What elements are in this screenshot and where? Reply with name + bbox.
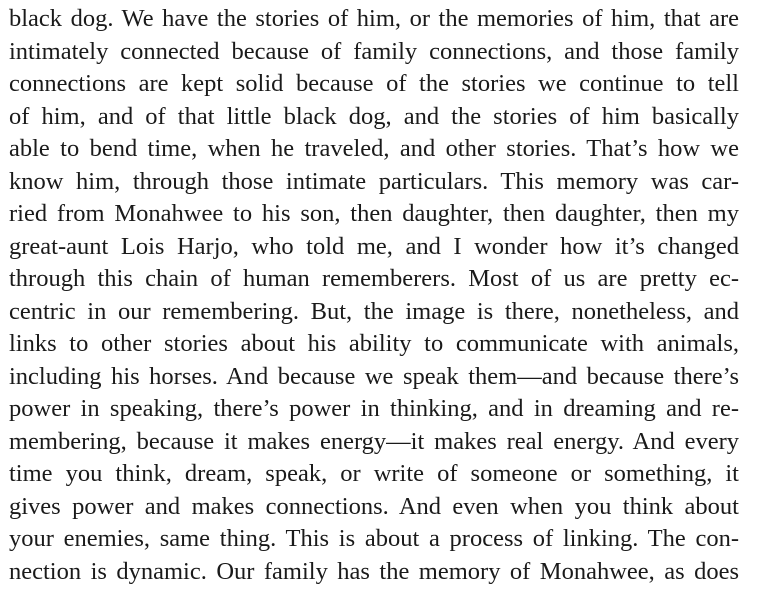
text-line: nection is dynamic. Our family has the memory of Monahwee, as does [9, 557, 739, 585]
text-line: membering, because it makes energy—it makes real energy. And every [9, 427, 739, 455]
text-line: your enemies, same thing. This is about a process of linking. The con- [9, 525, 739, 552]
text-line: power in speaking, there’s power in thinking, and in dreaming and re- [9, 395, 739, 422]
text-line: black dog. We have the stories of him, or the memories of him, that are [9, 5, 739, 32]
text-line: time you think, dream, speak, or write of someone or something, it [9, 460, 739, 487]
text-line: intimately connected because of family connections, and those family [9, 37, 739, 65]
body-paragraph [9, 3, 739, 588]
text-line: of him, and of that little black dog, and the stories of him basically [9, 102, 739, 130]
text-line: centric in our remembering. But, the image is there, nonetheless, and [9, 297, 739, 325]
text-line: gives power and makes connections. And even when you think about [9, 492, 739, 520]
text-line: know him, through those intimate particulars. This memory was car- [9, 167, 739, 195]
text-line: including his horses. And because we speak them—and because there’s [9, 362, 739, 390]
text-line: links to other stories about his ability to communicate with animals, [9, 330, 739, 357]
text-line: through this chain of human rememberers. Most of us are pretty ec- [9, 265, 739, 292]
text-line: ried from Monahwee to his son, then daughter, then daughter, then my [9, 200, 739, 227]
text-line: great-aunt Lois Harjo, who told me, and I wonder how it’s changed [9, 232, 739, 260]
text-line: able to bend time, when he traveled, and other stories. That’s how we [9, 135, 739, 162]
text-line: connections are kept solid because of the stories we continue to tell [9, 70, 739, 97]
